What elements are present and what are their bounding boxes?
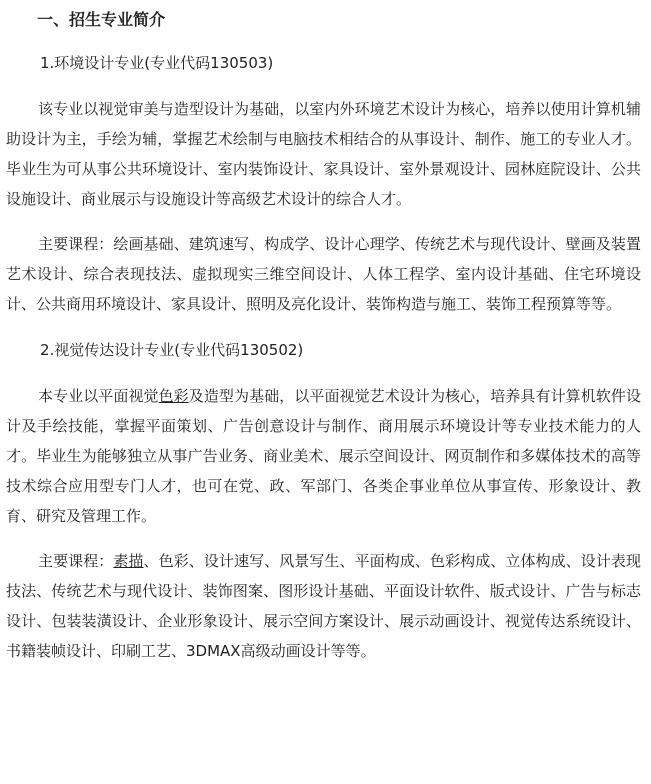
major1-intro: 该专业以视觉审美与造型设计为基础，以室内外环境艺术设计为核心，培养以使用计算机辅助设计为主，手绘为辅，掌握艺术绘制与电脑技术相结合的从事设计、制作、施工的专业人才。毕业生为可从事公共环境设计、室内装饰设计、家具设计、室外景观设计、园林庭院设计、公共设施设计、商业展示与设施设计等高级艺术设计的综合人才。: [6, 100, 641, 208]
link-color[interactable]: 色彩: [158, 387, 189, 405]
major2-courses: [6, 546, 641, 666]
major1-courses: 主要课程：绘画基础、建筑速写、构成学、设计心理学、传统艺术与现代设计、壁画及装置艺术设计、综合表现技法、虚拟现实三维空间设计、人体工程学、室内设计基础、住宅环境设计、公共商用环境设计、家具设计、照明及亮化设计、装饰构造与施工、装饰工程预算等等。: [6, 235, 641, 313]
major2-courses-rest: 、色彩、设计速写、风景写生、平面构成、色彩构成、立体构成、设计表现技法、传统艺术与现代设计、装饰图案、图形设计基础、平面设计软件、版式设计、广告与标志设计、包装装潢设计、企业形象设计、展示空间方案设计、展示动画设计、视觉传达系统设计、书籍装帧设计、印刷工艺、3DMAX高级动画设计等等。: [6, 552, 641, 660]
major2-intro: [6, 381, 641, 531]
major2-title: 2.视觉传达设计专业(专业代码130502): [40, 341, 304, 359]
link-sketch[interactable]: 素描: [113, 552, 144, 570]
major2-intro-start: 本专业以平面视觉: [38, 387, 159, 405]
major2-courses-label: 主要课程：: [38, 552, 114, 570]
document-page: [0, 9, 651, 784]
section-heading: 一、招生专业简介: [37, 10, 166, 29]
major2-intro-rest: 及造型为基础，以平面视觉艺术设计为核心，培养具有计算机软件设计及手绘技能，掌握平面策划、广告创意设计与制作、商用展示环境设计等专业技术能力的人才。毕业生为能够独立从事广告业务、商业美术、展示空间设计、网页制作和多媒体技术的高等技术综合应用型专门人才，也可在党、政、军部门、各类企事业单位从事宣传、形象设计、教育、研究及管理工作。: [6, 387, 641, 525]
major1-title: 1.环境设计专业(专业代码130503): [40, 54, 274, 72]
